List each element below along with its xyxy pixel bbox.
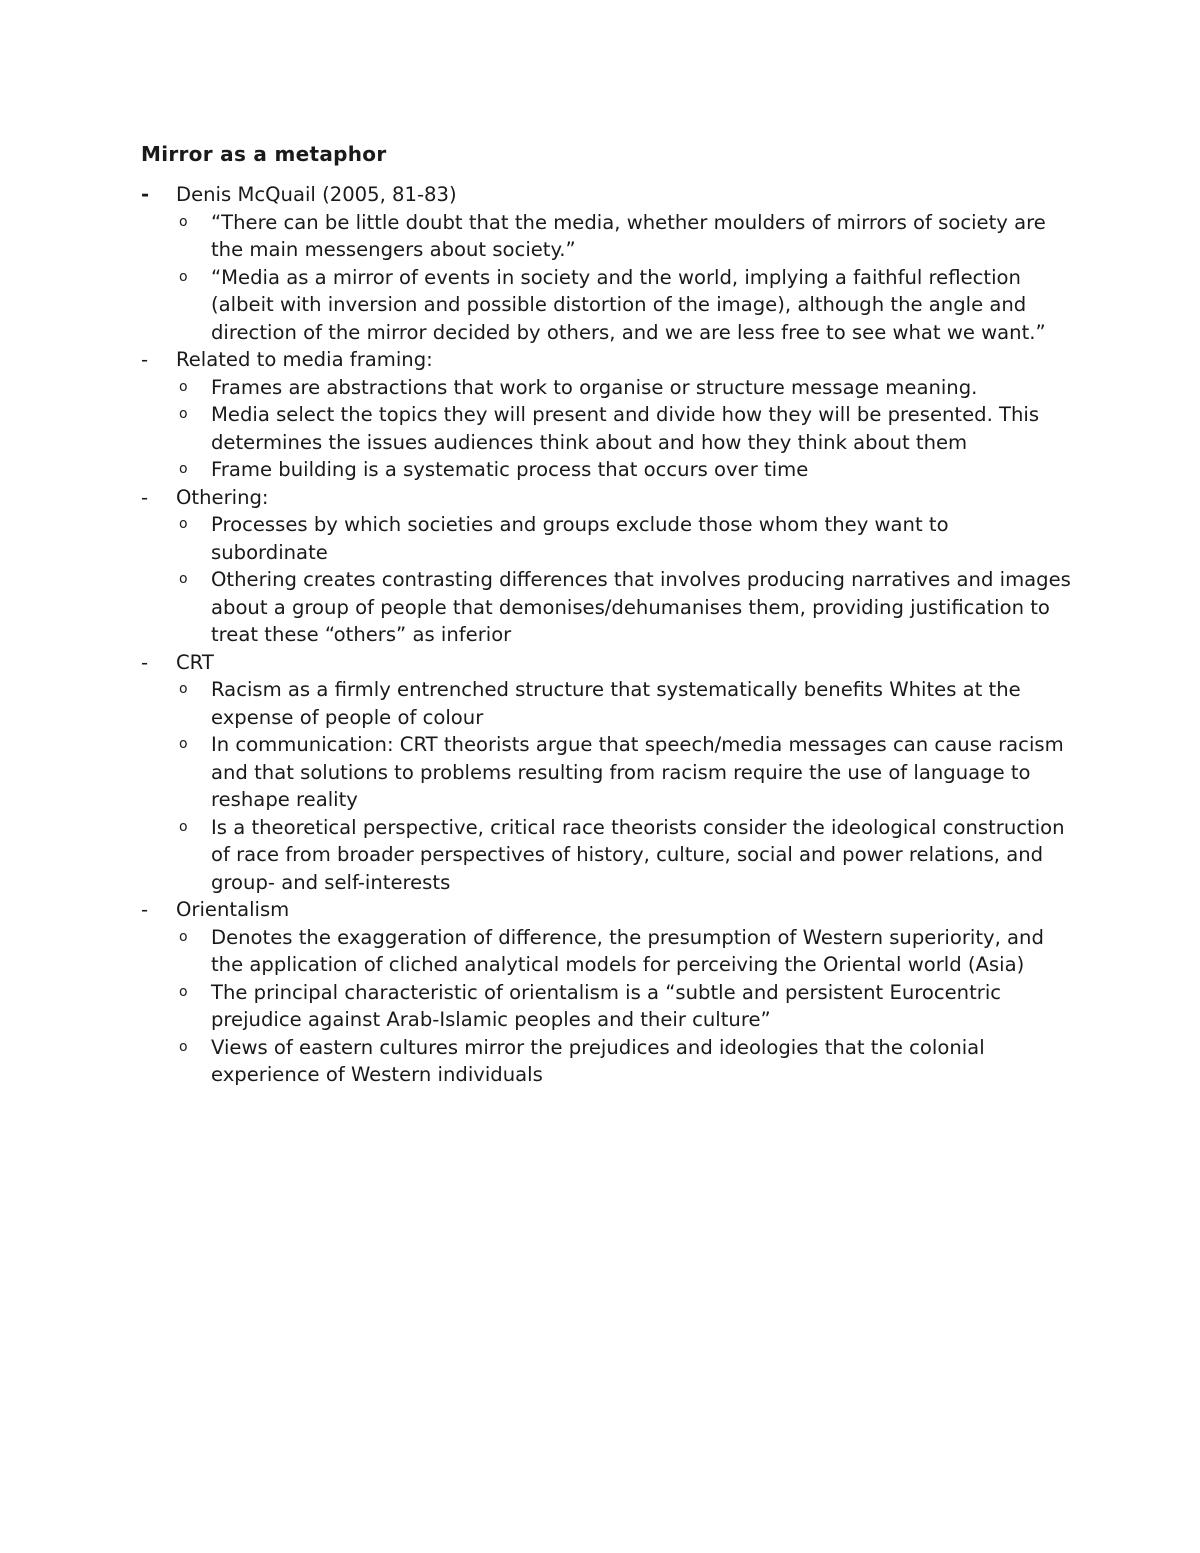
sub-item-text: In communication: CRT theorists argue that speech/media messages can cause racism and that solutions to problems resulting from racism require the use of language to reshape reality: [211, 733, 1064, 811]
sub-list-item: [176, 979, 1071, 1034]
sub-list-item: [176, 401, 1071, 456]
sub-item-text: Frame building is a systematic process that occurs over time: [211, 458, 809, 481]
sub-item-text: Is a theoretical perspective, critical race theorists consider the ideological construction of race from broader perspectives of history, culture, social and power relations, and group- and self-interests: [211, 815, 1065, 894]
circle-bullet: o: [179, 928, 188, 945]
circle-bullet: o: [179, 461, 188, 477]
sub-list-item: [176, 676, 1071, 731]
circle-bullet: o: [179, 681, 188, 697]
sub-item-text: “Media as a mirror of events in society and the world, implying a faithful reflection (albeit with inversion and possible distortion of the image), although the angle and direction of the mirror decided by others, and we are less free to see what we want.”: [211, 265, 1046, 344]
sub-list-item: [176, 374, 1071, 402]
sub-item-text: Processes by which societies and groups exclude those whom they want to subordinate: [211, 513, 949, 564]
dash-bullet: -: [141, 650, 149, 674]
outline-section: [141, 484, 1071, 649]
circle-bullet: o: [179, 736, 188, 752]
circle-bullet: o: [179, 378, 188, 395]
circle-bullet: o: [179, 268, 188, 285]
sub-item-text: Othering creates contrasting differences that involves producing narratives and images about a group of people that demonises/dehumanises them, providing justification to treat these “others” as inferior: [211, 568, 1071, 646]
sub-list-item: [176, 264, 1071, 347]
sub-list: [176, 924, 1071, 1089]
circle-bullet: o: [179, 516, 188, 532]
document-title: Mirror as a metaphor: [141, 142, 387, 166]
sub-list: [176, 511, 1071, 649]
circle-bullet: o: [179, 406, 188, 422]
sub-list-item: [176, 511, 1071, 566]
sub-list-item: [176, 566, 1071, 649]
outline-list: [141, 181, 1071, 1089]
sub-item-text: The principal characteristic of orientalism is a “subtle and persistent Eurocentric prejudice against Arab-Islamic peoples and their culture”: [211, 980, 1002, 1031]
sub-list-item: [176, 456, 1071, 484]
sub-list: [176, 209, 1071, 347]
outline-section: [141, 649, 1071, 897]
dash-bullet: -: [141, 485, 149, 509]
sub-item-text: Denotes the exaggeration of difference, the presumption of Western superiority, and the application of cliched analytical models for perceiving the Oriental world (Asia): [211, 925, 1044, 976]
circle-bullet: o: [179, 213, 188, 230]
circle-bullet: o: [179, 571, 188, 587]
sub-item-text: Media select the topics they will present and divide how they will be presented. This determines the issues audiences think about and how they think about them: [211, 403, 1040, 454]
dash-bullet: -: [141, 898, 149, 921]
section-heading: Denis McQuail (2005, 81-83): [176, 183, 457, 206]
circle-bullet: o: [179, 983, 188, 1000]
sub-list: [176, 374, 1071, 484]
section-heading: Orientalism: [176, 898, 290, 921]
sub-item-text: Views of eastern cultures mirror the prejudices and ideologies that the colonial experience of Western individuals: [211, 1035, 985, 1086]
sub-item-text: Racism as a firmly entrenched structure that systematically benefits Whites at the expense of people of colour: [211, 678, 1021, 729]
sub-list-item: [176, 924, 1071, 979]
dash-bullet: -: [141, 348, 149, 371]
sub-list-item: [176, 1034, 1071, 1089]
sub-list-item: [176, 814, 1071, 897]
circle-bullet: o: [179, 1038, 188, 1055]
outline-section: [141, 896, 1071, 1089]
section-heading: Related to media framing:: [176, 348, 433, 371]
section-heading: CRT: [176, 650, 214, 674]
outline-section: [141, 346, 1071, 484]
sub-list-item: [176, 731, 1071, 814]
sub-list: [176, 676, 1071, 896]
dash-bullet: -: [141, 183, 150, 206]
outline-section: [141, 181, 1071, 346]
section-heading: Othering:: [176, 485, 269, 509]
sub-list-item: [176, 209, 1071, 264]
sub-item-text: Frames are abstractions that work to organise or structure message meaning.: [211, 375, 978, 399]
circle-bullet: o: [179, 818, 188, 835]
sub-item-text: “There can be little doubt that the media, whether moulders of mirrors of society are the main messengers about society.”: [211, 210, 1046, 261]
